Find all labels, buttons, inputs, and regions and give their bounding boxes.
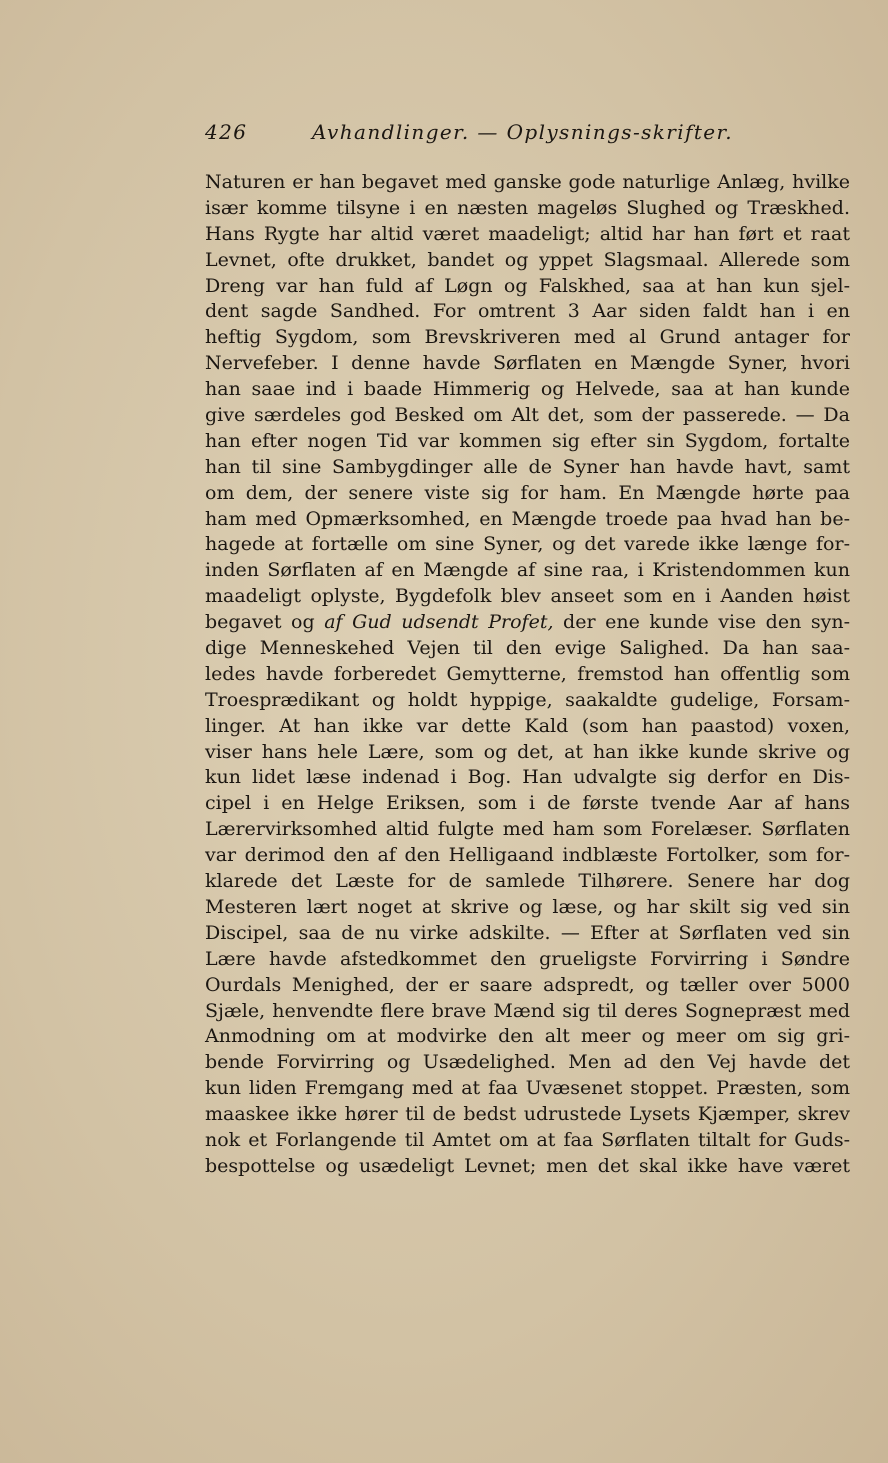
text-segment: begavet og bbox=[205, 611, 325, 634]
text-line: give særdeles god Besked om Alt det, som der passerede. — Da bbox=[205, 404, 850, 427]
text-line: kun lidet læse indenad i Bog. Han udvalgte sig derfor en Dis- bbox=[205, 766, 850, 789]
text-line: Anmodning om at modvirke den alt meer og meer om sig gri- bbox=[205, 1025, 850, 1048]
text-line: han saae ind i baade Himmerig og Helvede, saa at han kunde bbox=[205, 378, 850, 401]
text-line: Nervefeber. I denne havde Sørflaten en Mængde Syner, hvori bbox=[205, 352, 850, 375]
text-line: cipel i en Helge Eriksen, som i de første tvende Aar af hans bbox=[205, 792, 850, 815]
text-line-with-italic bbox=[205, 610, 850, 636]
text-line: Hans Rygte har altid været maadeligt; altid har han ført et raat bbox=[205, 222, 850, 245]
running-head bbox=[205, 120, 850, 150]
text-line: han efter nogen Tid var kommen sig efter sin Sygdom, fortalte bbox=[205, 429, 850, 452]
page-number: 426 bbox=[205, 120, 248, 144]
text-line: Discipel, saa de nu virke adskilte. — Efter at Sørflaten ved sin bbox=[205, 921, 850, 944]
text-line: inden Sørflaten af en Mængde af sine raa, i Kristendommen kun bbox=[205, 559, 850, 582]
text-line: Levnet, ofte drukket, bandet og yppet Slagsmaal. Allerede som bbox=[205, 248, 850, 271]
text-line: hagede at fortælle om sine Syner, og det varede ikke længe for- bbox=[205, 533, 850, 556]
text-line: ham med Opmærksomhed, en Mængde troede paa hvad han be- bbox=[205, 507, 850, 530]
text-line: bende Forvirring og Usædelighed. Men ad den Vej havde det bbox=[205, 1051, 850, 1074]
text-line: Troesprædikant og holdt hyppige, saakaldte gudelige, Forsam- bbox=[205, 688, 850, 711]
text-line: han til sine Sambygdinger alle de Syner han havde havt, samt bbox=[205, 455, 850, 478]
text-line: nok et Forlangende til Amtet om at faa Sørflaten tiltalt for Guds- bbox=[205, 1128, 850, 1151]
text-line: var derimod den af den Helligaand indblæste Fortolker, som for- bbox=[205, 844, 850, 867]
italic-phrase: af Gud udsendt Profet, bbox=[324, 611, 554, 634]
text-line: linger. At han ikke var dette Kald (som han paastod) voxen, bbox=[205, 714, 850, 737]
text-line: Dreng var han fuld af Løgn og Falskhed, saa at han kun sjel- bbox=[205, 274, 850, 297]
text-line: Sjæle, henvendte flere brave Mænd sig til deres Sognepræst med bbox=[205, 999, 850, 1022]
text-line: maadeligt oplyste, Bygdefolk blev anseet som en i Aanden høist bbox=[205, 585, 850, 608]
text-line: Lærervirksomhed altid fulgte med ham som Forelæser. Sørflaten bbox=[205, 818, 850, 841]
text-segment: der ene kunde vise den syn- bbox=[553, 611, 850, 634]
text-line: Mesteren lært noget at skrive og læse, og har skilt sig ved sin bbox=[205, 895, 850, 918]
text-line: klarede det Læste for de samlede Tilhørere. Senere har dog bbox=[205, 870, 850, 893]
text-line: heftig Sygdom, som Brevskriveren med al Grund antager for bbox=[205, 326, 850, 349]
text-line: især komme tilsyne i en næsten mageløs Slughed og Træskhed. bbox=[205, 196, 850, 219]
text-line: dent sagde Sandhed. For omtrent 3 Aar siden faldt han i en bbox=[205, 300, 850, 323]
text-line: om dem, der senere viste sig for ham. En Mængde hørte paa bbox=[205, 481, 850, 504]
text-line: Naturen er han begavet med ganske gode naturlige Anlæg, hvilke bbox=[205, 171, 850, 193]
text-line: dige Menneskehed Vejen til den evige Salighed. Da han saa- bbox=[205, 637, 850, 660]
text-line: viser hans hele Lære, som og det, at han ikke kunde skrive og bbox=[205, 740, 850, 763]
text-line: Ourdals Menighed, der er saare adspredt, og tæller over 5000 bbox=[205, 973, 850, 996]
body-text bbox=[205, 170, 850, 1180]
running-title: Avhandlinger. — Oplysnings-skrifter. bbox=[312, 120, 734, 144]
text-line: kun liden Fremgang med at faa Uvæsenet stoppet. Præsten, som bbox=[205, 1077, 850, 1100]
text-line: Lære havde afstedkommet den grueligste Forvirring i Søndre bbox=[205, 947, 850, 970]
text-line: ledes havde forberedet Gemytterne, fremstod han offentlig som bbox=[205, 662, 850, 685]
text-line: bespottelse og usædeligt Levnet; men det skal ikke have været bbox=[205, 1154, 850, 1177]
text-line: maaskee ikke hører til de bedst udrustede Lysets Kjæmper, skrev bbox=[205, 1103, 850, 1126]
